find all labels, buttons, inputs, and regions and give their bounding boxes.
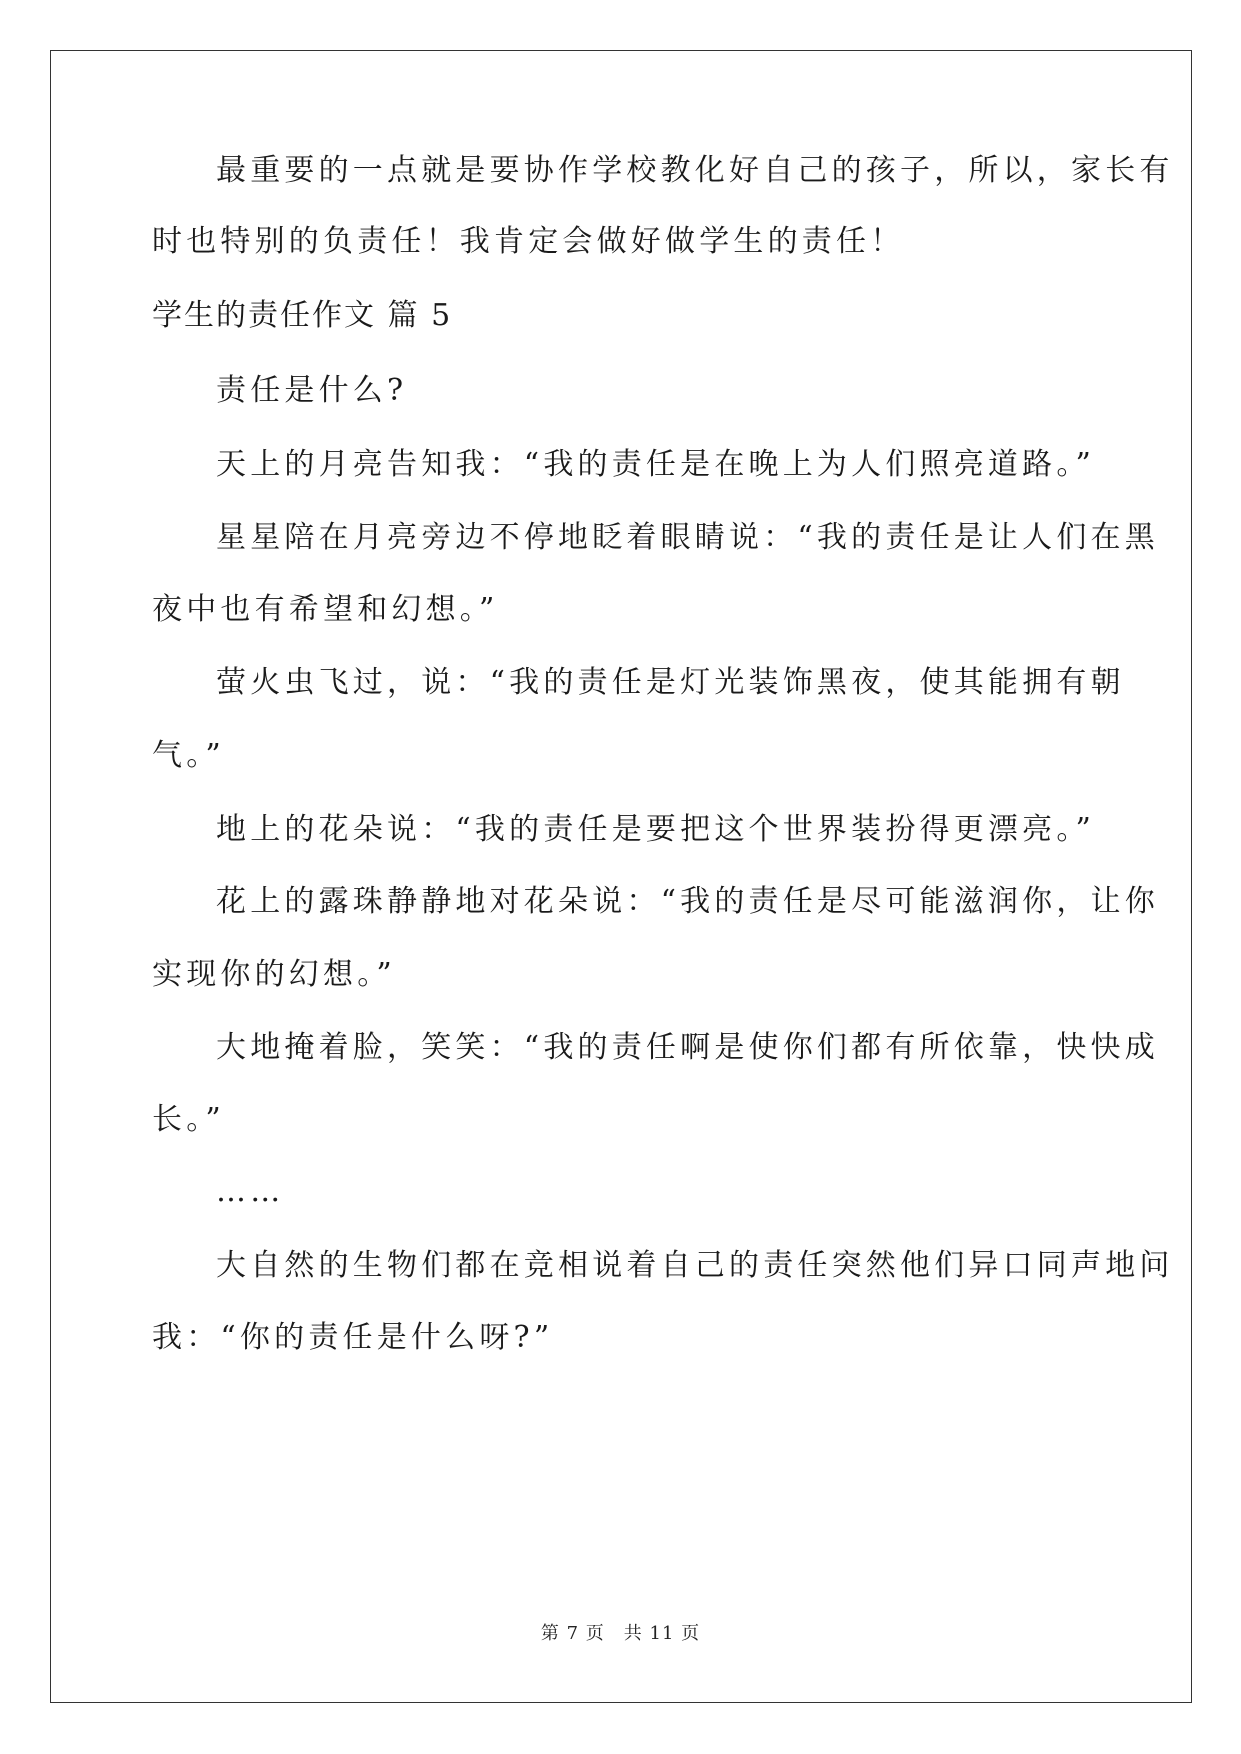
page-number-footer: 第 7 页 共 11 页 <box>540 1623 701 1644</box>
paragraph-line: 地上的花朵说：“我的责任是要把这个世界装扮得更漂亮。” <box>216 812 1096 847</box>
paragraph-line: …… <box>216 1174 285 1209</box>
paragraph-line: 长。” <box>152 1102 225 1137</box>
paragraph-line: 气。” <box>152 738 225 773</box>
paragraph-line: 实现你的幻想。” <box>152 957 396 992</box>
paragraph-line: 天上的月亮告知我：“我的责任是在晚上为人们照亮道路。” <box>216 447 1096 482</box>
paragraph-line: 花上的露珠静静地对花朵说：“我的责任是尽可能滋润你，让你 <box>216 884 1159 919</box>
paragraph-line: 最重要的一点就是要协作学校教化好自己的孩子，所以，家长有 <box>216 153 1174 188</box>
paragraph-line: 我：“你的责任是什么呀?” <box>152 1320 554 1355</box>
paragraph-line: 时也特别的负责任！我肯定会做好做学生的责任！ <box>152 224 905 259</box>
paragraph-line: 萤火虫飞过，说：“我的责任是灯光装饰黑夜，使其能拥有朝 <box>216 665 1125 700</box>
paragraph-line: 夜中也有希望和幻想。” <box>152 592 499 627</box>
paragraph-line: 大自然的生物们都在竞相说着自己的责任突然他们异口同声地问 <box>216 1248 1174 1283</box>
paragraph-line: 大地掩着脸，笑笑：“我的责任啊是使你们都有所依靠，快快成 <box>216 1030 1159 1065</box>
section-heading: 学生的责任作文 篇 5 <box>152 298 453 333</box>
paragraph-line: 责任是什么? <box>216 373 408 408</box>
paragraph-line: 星星陪在月亮旁边不停地眨着眼睛说：“我的责任是让人们在黑 <box>216 520 1159 555</box>
